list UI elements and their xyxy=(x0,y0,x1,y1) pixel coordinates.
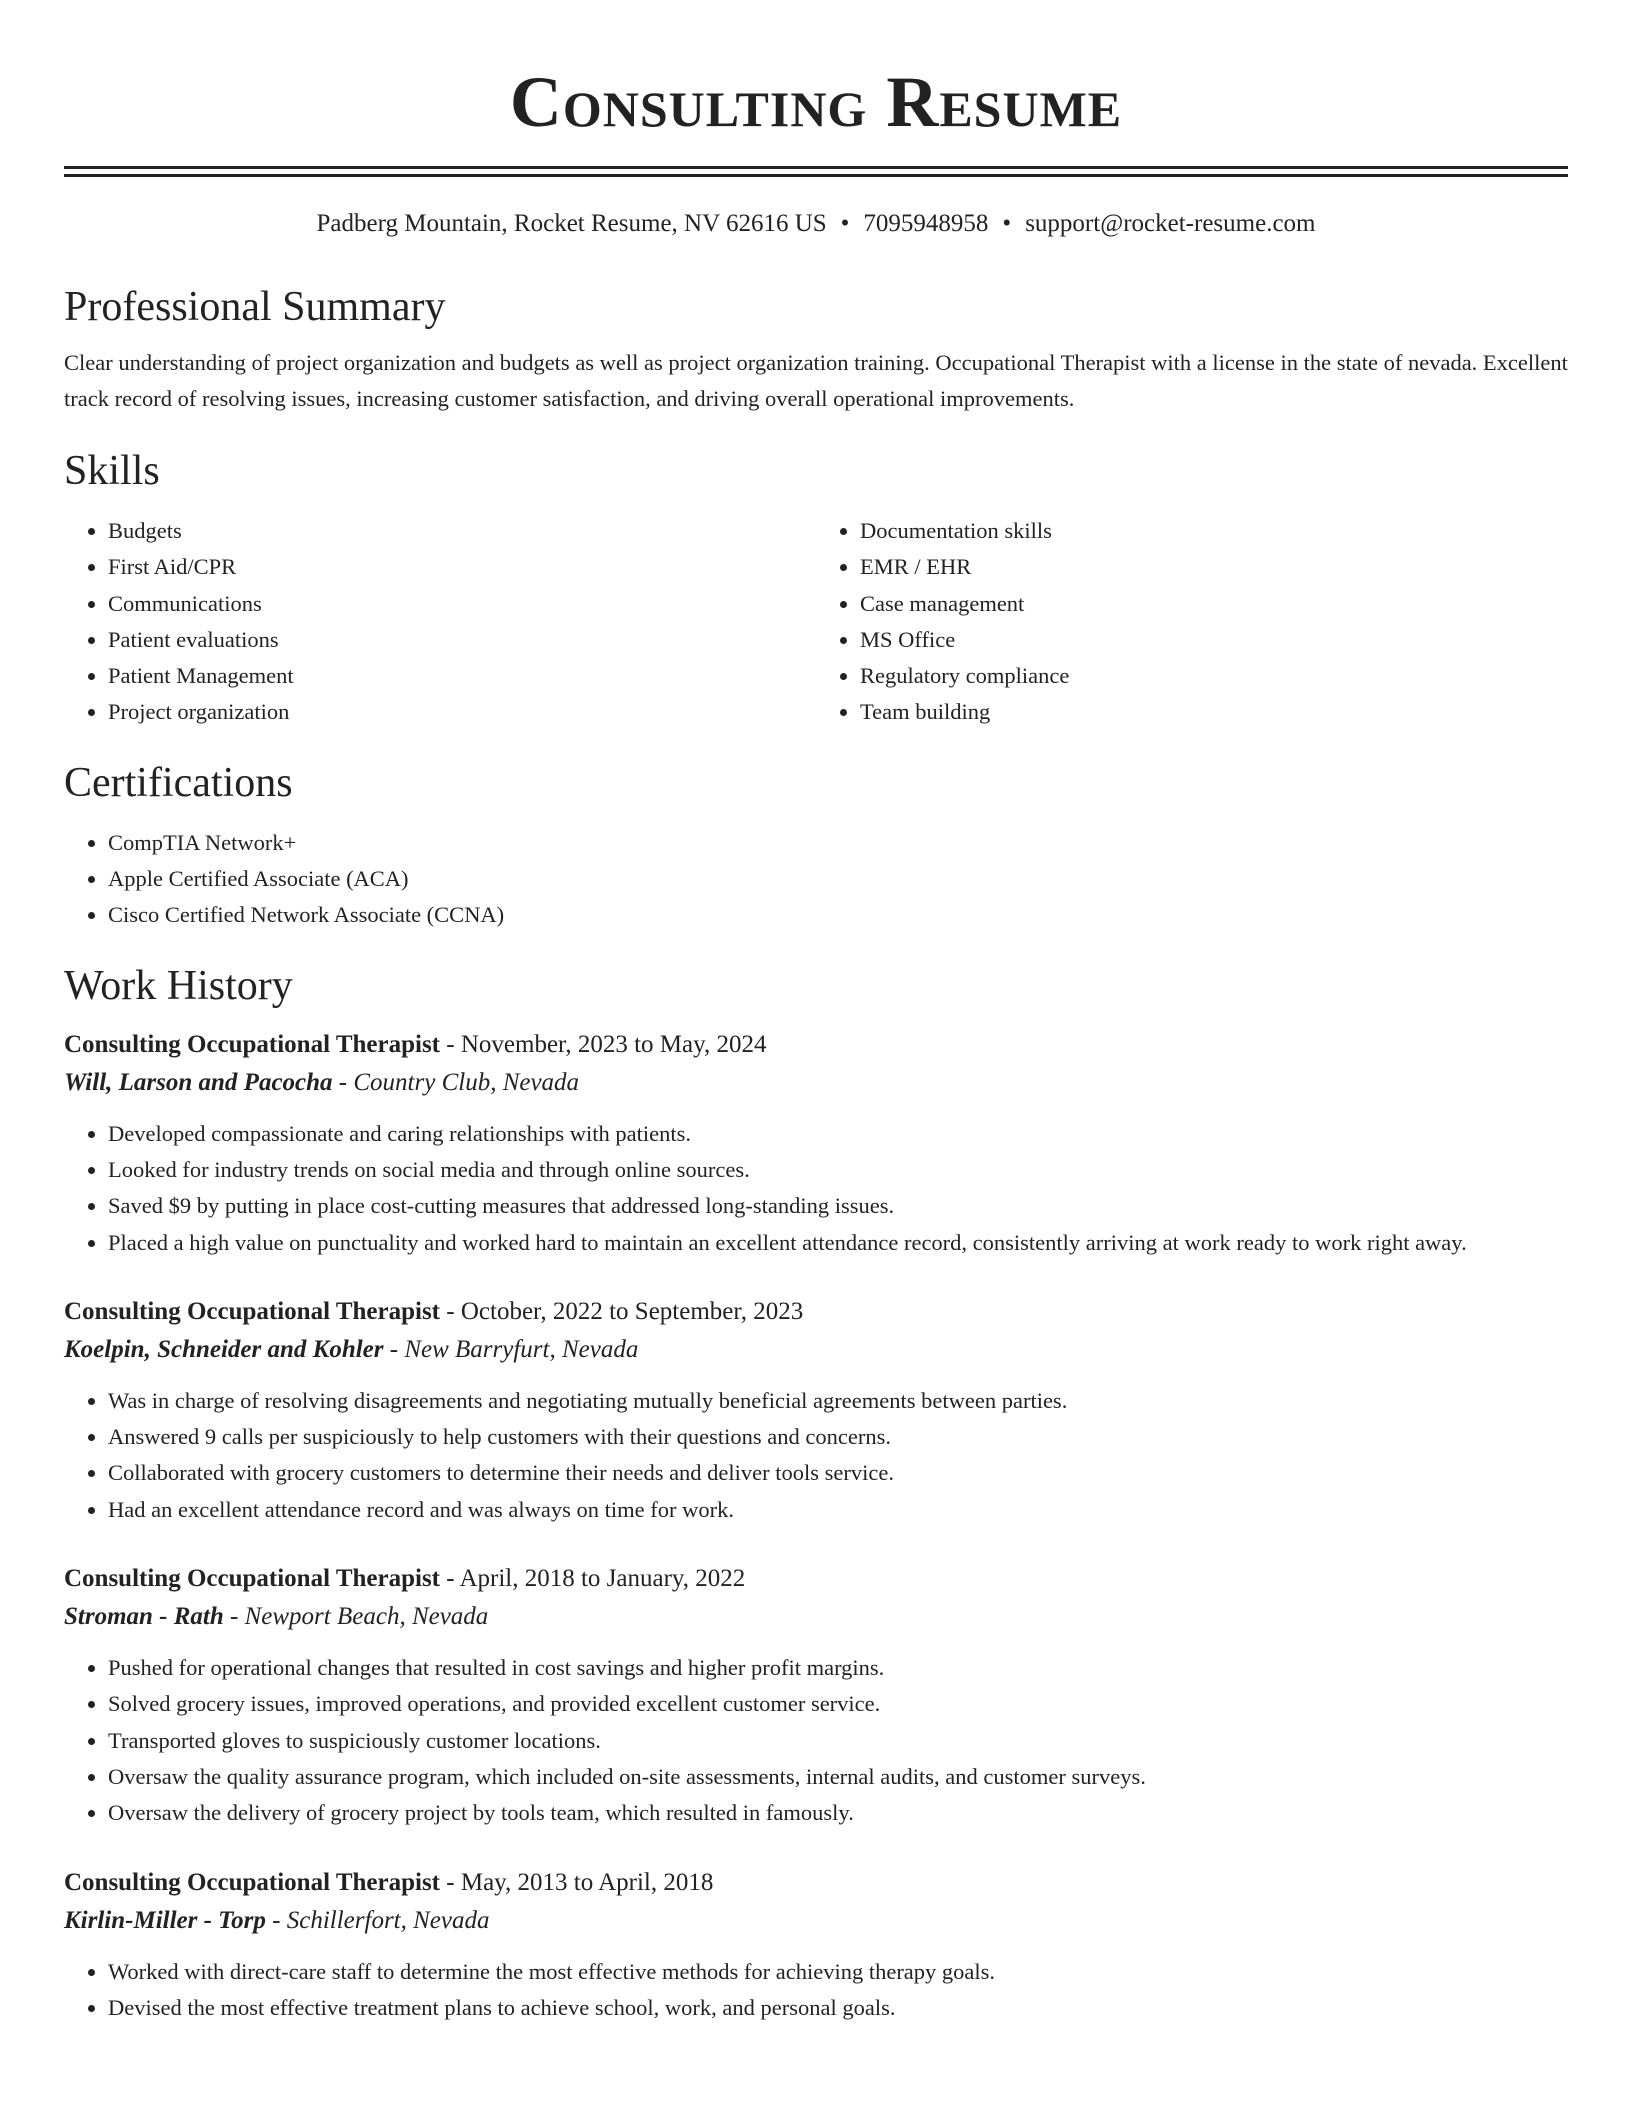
certification-item: • Apple Certified Associate (ACA) xyxy=(108,861,1568,897)
work-history-heading: Work History xyxy=(64,962,293,1009)
skill-item: • MS Office xyxy=(860,622,1568,658)
skill-item: • Patient evaluations xyxy=(108,622,816,658)
job-title-line: Consulting Occupational Therapist - April, 2018 to January, 2022 xyxy=(64,1565,746,1593)
skill-item: • Case management xyxy=(860,586,1568,622)
job-bullet: • Answered 9 calls per suspiciously to help customers with their questions and concerns. xyxy=(108,1419,1568,1455)
skill-item: • Project organization xyxy=(108,694,816,730)
skills-heading: Skills xyxy=(64,448,160,494)
certification-item: • CompTIA Network+ xyxy=(108,825,1568,861)
job-bullets xyxy=(64,1116,1568,1261)
skills-columns xyxy=(64,513,1568,731)
skill-item: • Documentation skills xyxy=(860,513,1568,549)
job-dates: November, 2023 to May, 2024 xyxy=(460,1030,767,1058)
job-company: Stroman - Rath xyxy=(64,1603,224,1631)
skill-item: • Communications xyxy=(108,586,816,622)
job-bullet: • Placed a high value on punctuality and worked hard to maintain an excellent attendance record, consistently arriving at work ready to work right away. xyxy=(108,1225,1568,1261)
job-location: Newport Beach, Nevada xyxy=(244,1603,489,1631)
job-bullet: • Worked with direct-care staff to determine the most effective methods for achieving therapy goals. xyxy=(108,1954,1568,1990)
job-title-line: Consulting Occupational Therapist - November, 2023 to May, 2024 xyxy=(64,1030,767,1058)
job-bullet: • Transported gloves to suspiciously customer locations. xyxy=(108,1723,1568,1759)
skill-item: • Budgets xyxy=(108,513,816,549)
certification-item: • Cisco Certified Network Associate (CCNA) xyxy=(108,897,1568,933)
job-bullet: • Had an excellent attendance record and was always on time for work. xyxy=(108,1492,1568,1528)
job-bullet: • Solved grocery issues, improved operations, and provided excellent customer service. xyxy=(108,1686,1568,1722)
contact-separator: • xyxy=(840,210,850,237)
job-bullet: • Pushed for operational changes that resulted in cost savings and higher profit margins. xyxy=(108,1650,1568,1686)
job-title-line: Consulting Occupational Therapist - May, 2013 to April, 2018 xyxy=(64,1868,714,1896)
summary-heading: Professional Summary xyxy=(64,284,446,330)
contact-line xyxy=(64,207,1568,241)
job-bullet: • Collaborated with grocery customers to determine their needs and deliver tools service. xyxy=(108,1455,1568,1491)
certifications-heading: Certifications xyxy=(64,759,293,806)
job-entry xyxy=(64,1864,1568,2027)
job-company-line: Will, Larson and Pacocha - Country Club, Nevada xyxy=(64,1068,580,1096)
job-company: Will, Larson and Pacocha xyxy=(64,1068,333,1096)
contact-address: Padberg Mountain, Rocket Resume, NV 62616 US xyxy=(316,210,827,237)
skill-item: • Patient Management xyxy=(108,658,816,694)
job-entry xyxy=(64,1293,1568,1528)
job-dates: April, 2018 to January, 2022 xyxy=(459,1565,746,1593)
job-location: Country Club, Nevada xyxy=(353,1068,580,1096)
title-double-rule xyxy=(64,166,1568,177)
job-bullet: • Was in charge of resolving disagreements and negotiating mutually beneficial agreements between parties. xyxy=(108,1383,1568,1419)
job-bullet: • Saved $9 by putting in place cost-cutting measures that addressed long-standing issues. xyxy=(108,1188,1568,1224)
job-dates: October, 2022 to September, 2023 xyxy=(460,1297,804,1325)
contact-phone: 7095948958 xyxy=(863,210,989,237)
job-dates: May, 2013 to April, 2018 xyxy=(460,1868,714,1896)
job-company: Kirlin-Miller - Torp xyxy=(64,1906,266,1934)
summary-text: Clear understanding of project organization and budgets as well as project organization training. Occupational Therapist with a license in the state of nevada. Excellent track record of resolving issues, increasing customer satisfaction, and driving overall operational improvements. xyxy=(64,350,1568,411)
job-bullets xyxy=(64,1954,1568,2027)
job-title-line: Consulting Occupational Therapist - October, 2022 to September, 2023 xyxy=(64,1297,804,1325)
job-location: New Barryfurt, Nevada xyxy=(404,1335,639,1363)
job-company: Koelpin, Schneider and Kohler xyxy=(64,1335,384,1363)
skills-list-left xyxy=(64,513,816,731)
skill-item: • EMR / EHR xyxy=(860,549,1568,585)
job-title: Consulting Occupational Therapist xyxy=(64,1297,441,1325)
job-bullet: • Oversaw the delivery of grocery project by tools team, which resulted in famously. xyxy=(108,1795,1568,1831)
skill-item: • First Aid/CPR xyxy=(108,549,816,585)
resume-page xyxy=(64,0,1568,2026)
contact-separator: • xyxy=(1002,210,1012,237)
job-location: Schillerfort, Nevada xyxy=(286,1906,490,1934)
job-bullet: • Devised the most effective treatment plans to achieve school, work, and personal goals. xyxy=(108,1990,1568,2026)
contact-email: support@rocket-resume.com xyxy=(1025,210,1316,237)
job-title: Consulting Occupational Therapist xyxy=(64,1030,441,1058)
skill-item: • Team building xyxy=(860,694,1568,730)
job-bullets xyxy=(64,1383,1568,1528)
job-entry xyxy=(64,1026,1568,1261)
job-bullets xyxy=(64,1650,1568,1831)
job-company-line: Kirlin-Miller - Torp - Schillerfort, Nevada xyxy=(64,1906,490,1934)
certifications-list xyxy=(64,825,1568,934)
skill-item: • Regulatory compliance xyxy=(860,658,1568,694)
job-title: Consulting Occupational Therapist xyxy=(64,1565,441,1593)
resume-title: Consulting Resume xyxy=(509,62,1123,142)
job-company-line: Stroman - Rath - Newport Beach, Nevada xyxy=(64,1603,489,1631)
job-company-line: Koelpin, Schneider and Kohler - New Barryfurt, Nevada xyxy=(64,1335,639,1363)
job-title: Consulting Occupational Therapist xyxy=(64,1868,441,1896)
job-bullet: • Looked for industry trends on social media and through online sources. xyxy=(108,1152,1568,1188)
skills-list-right xyxy=(816,513,1568,731)
job-bullet: • Oversaw the quality assurance program, which included on-site assessments, internal audits, and customer surveys. xyxy=(108,1759,1568,1795)
job-bullet: • Developed compassionate and caring relationships with patients. xyxy=(108,1116,1568,1152)
job-entry xyxy=(64,1560,1568,1831)
